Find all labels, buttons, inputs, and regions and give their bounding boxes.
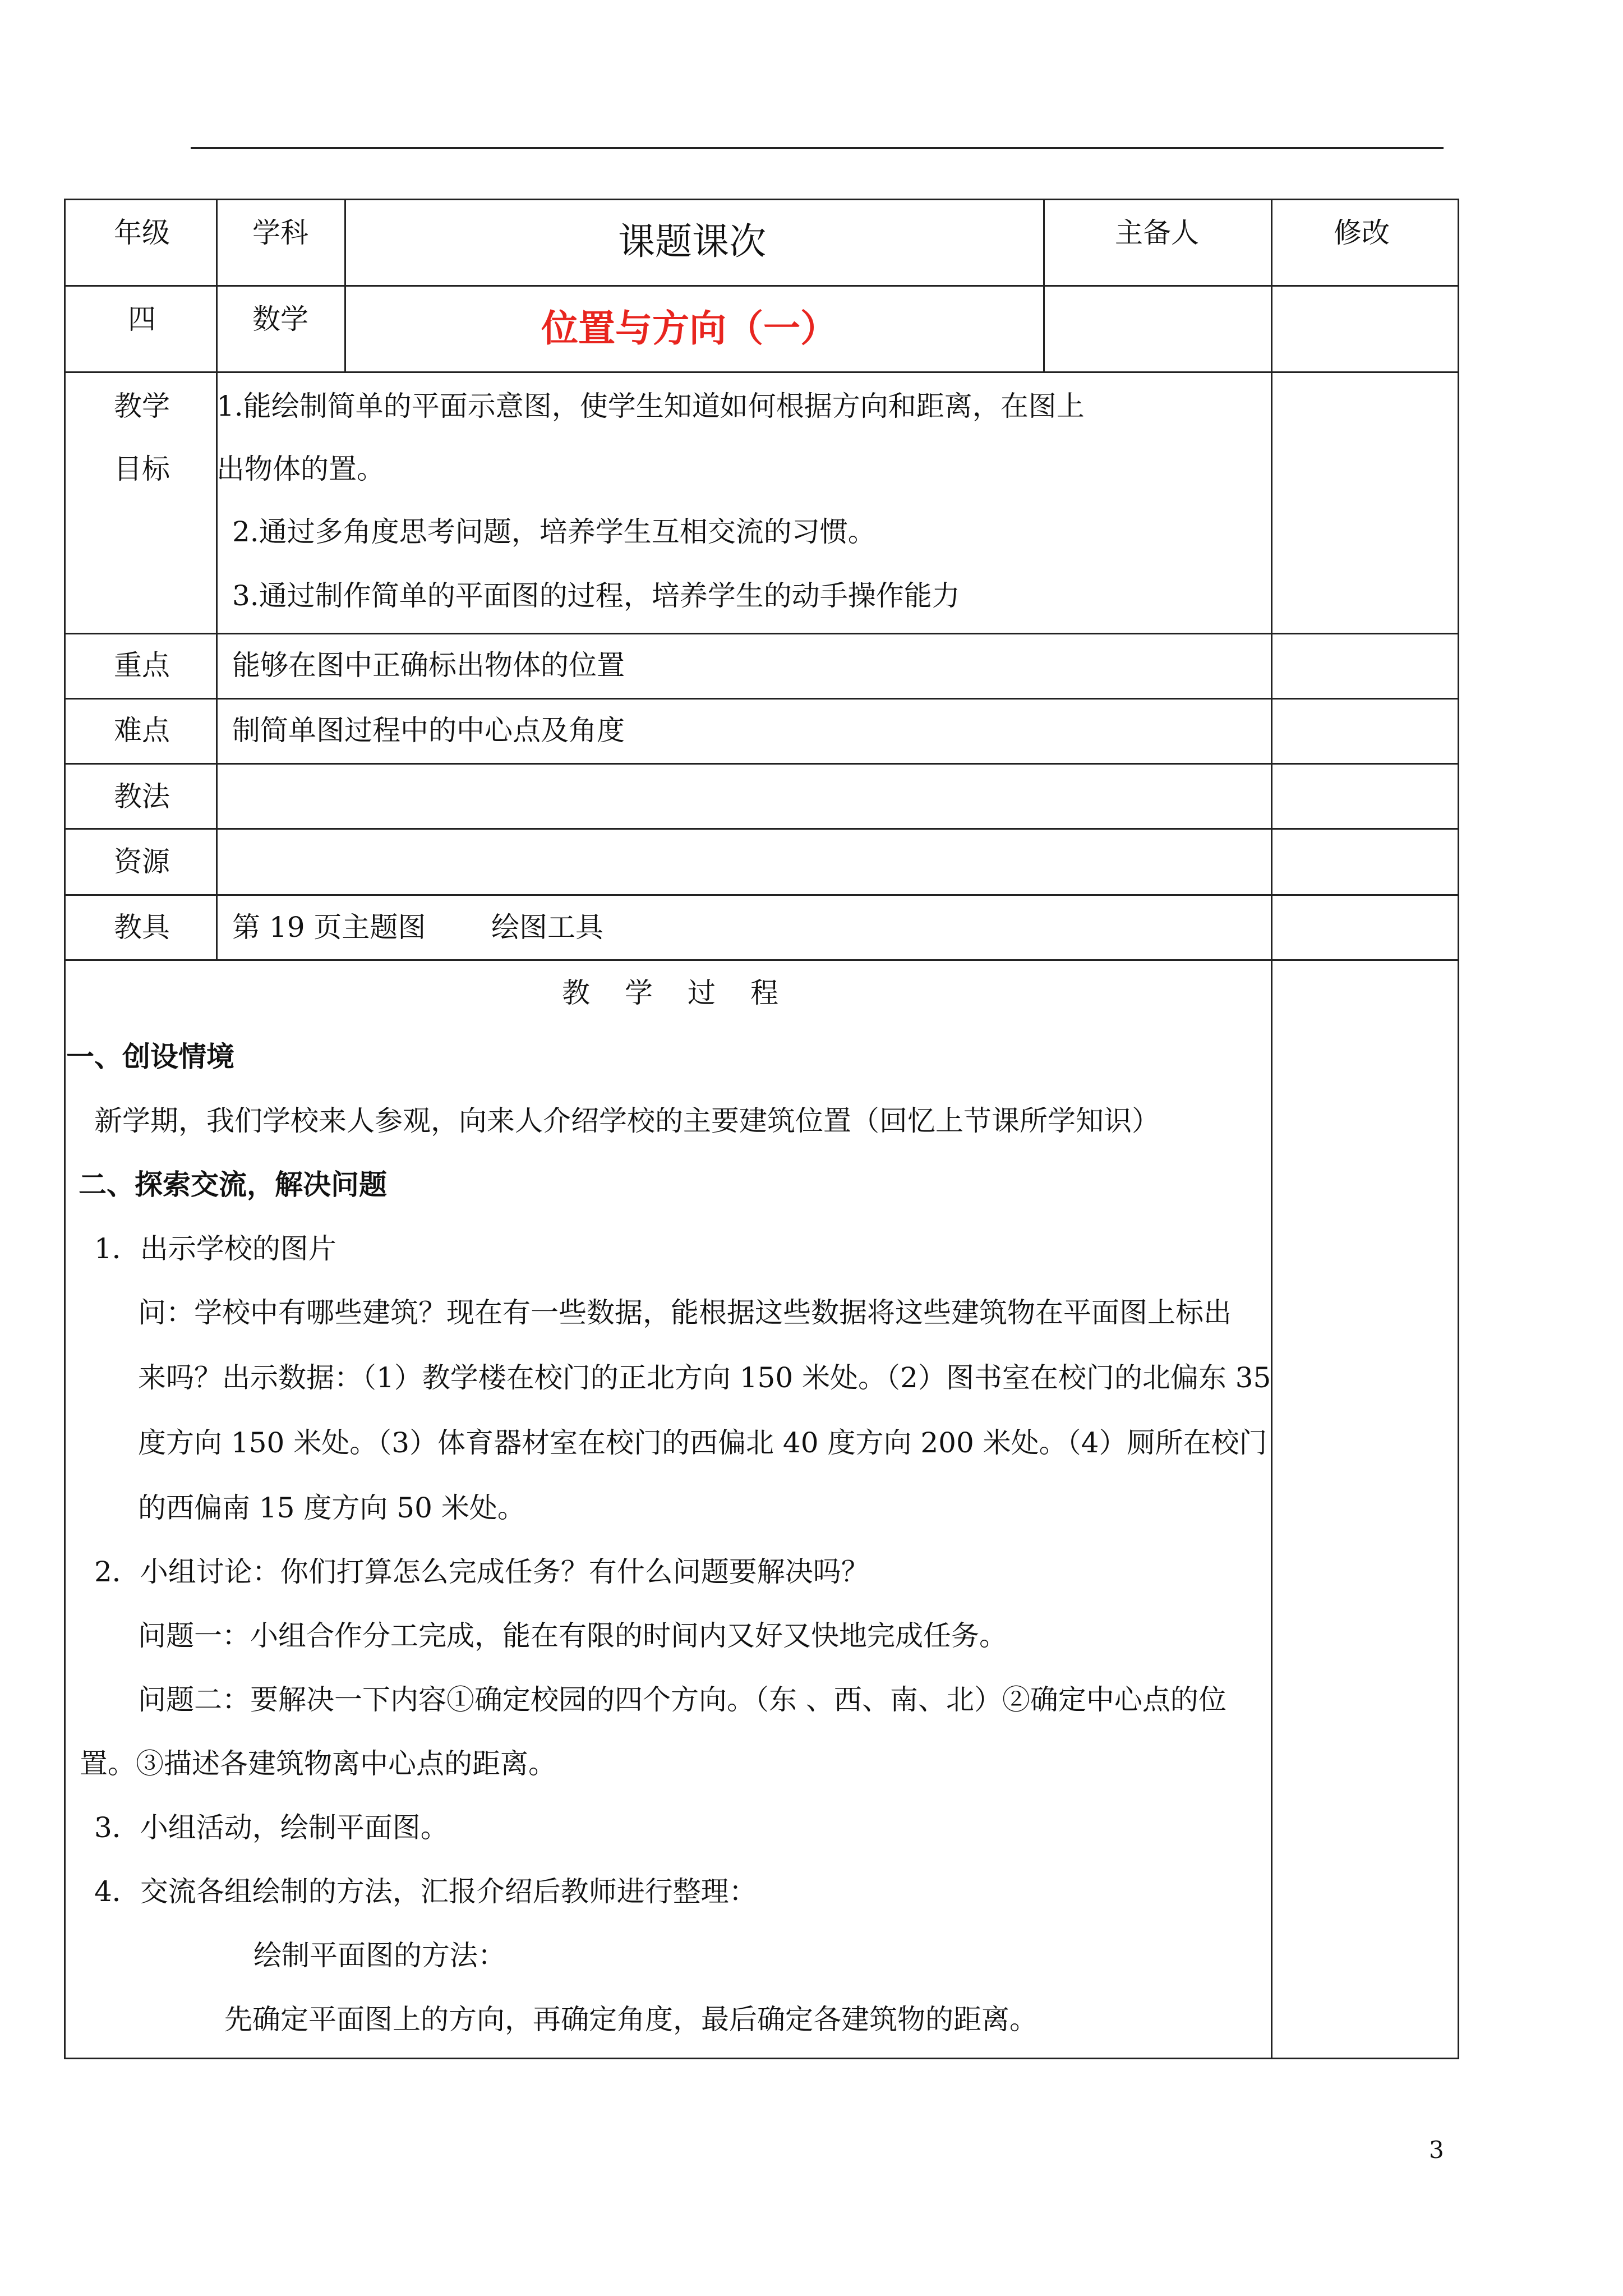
- key-point-label: 重点: [114, 649, 170, 682]
- preparer-header: 主备人: [1115, 217, 1199, 249]
- process-line: 先确定平面图上的方向，再确定角度，最后确定各建筑物的距离。: [224, 2003, 1038, 2036]
- column-divider: [344, 199, 346, 371]
- row-divider: [64, 698, 1459, 700]
- process-line: 绘制平面图的方法：: [253, 1939, 506, 1972]
- difficulty-label: 难点: [114, 714, 170, 747]
- page-number: 3: [1429, 2136, 1444, 2164]
- process-line: 问题一：小组合作分工完成，能在有限的时间内又好又快地完成任务。: [138, 1619, 1007, 1652]
- method-label: 教法: [114, 780, 170, 813]
- topic-header: 课题课次: [618, 220, 766, 263]
- process-line: 问：学校中有哪些建筑？现在有一些数据，能根据这些数据将这些建筑物在平面图上标出: [138, 1296, 1232, 1329]
- row-divider: [64, 285, 1459, 287]
- process-line: 问题二：要解决一下内容①确定校园的四个方向。（东 、西、南、北）②确定中心点的位: [138, 1683, 1227, 1716]
- objectives-label-1: 教学: [114, 390, 170, 422]
- tools-label: 教具: [114, 911, 170, 944]
- subject-header: 学科: [252, 217, 308, 249]
- row-divider: [64, 894, 1459, 896]
- process-line: 4．交流各组绘制的方法，汇报介绍后教师进行整理：: [94, 1875, 757, 1908]
- difficulty-text: 制简单图过程中的中心点及角度: [232, 714, 625, 747]
- resources-label: 资源: [114, 845, 170, 878]
- process-line: 的西偏南 15 度方向 50 米处。: [138, 1492, 525, 1524]
- section-heading: 二、探索交流，解决问题: [79, 1168, 387, 1201]
- column-divider: [1043, 199, 1045, 371]
- tools-text-a: 第 19 页主题图: [232, 911, 426, 944]
- process-line: 2．小组讨论：你们打算怎么完成任务？有什么问题要解决吗？: [94, 1556, 869, 1588]
- row-divider: [64, 371, 1459, 373]
- objective-line: 2.通过多角度思考问题，培养学生互相交流的习惯。: [232, 516, 876, 548]
- objective-line: 1.能绘制简单的平面示意图，使学生知道如何根据方向和距离，在图上: [216, 390, 1085, 422]
- tools-text-b: 绘图工具: [491, 911, 603, 944]
- grade-header: 年级: [114, 217, 170, 249]
- row-divider: [64, 633, 1459, 634]
- lesson-title: 位置与方向（一）: [541, 306, 837, 350]
- process-heading: 教学过程: [562, 977, 813, 1009]
- column-divider: [216, 199, 218, 959]
- process-line: 置。③描述各建筑物离中心点的距离。: [80, 1747, 556, 1780]
- header-rule: [191, 147, 1444, 149]
- row-divider: [64, 828, 1459, 830]
- subject-value: 数学: [252, 303, 308, 335]
- objectives-label-2: 目标: [114, 453, 170, 485]
- section-heading: 一、创设情境: [66, 1040, 234, 1073]
- key-point-text: 能够在图中正确标出物体的位置: [232, 649, 625, 682]
- column-divider: [1271, 199, 1272, 2059]
- objective-line: 3.通过制作简单的平面图的过程，培养学生的动手操作能力: [232, 579, 960, 612]
- process-line: 来吗？出示数据：（1）教学楼在校门的正北方向 150 米处。（2）图书室在校门的北偏东 35: [138, 1361, 1271, 1394]
- revision-header: 修改: [1334, 217, 1390, 249]
- process-line: 1．出示学校的图片: [94, 1232, 336, 1265]
- objective-line: 出物体的置。: [216, 453, 385, 485]
- process-line: 3．小组活动，绘制平面图。: [94, 1811, 449, 1844]
- row-divider: [64, 763, 1459, 765]
- process-line: 度方向 150 米处。（3）体育器材室在校门的西偏北 40 度方向 200 米处。（4）厕所在校门: [138, 1427, 1267, 1459]
- row-divider: [64, 959, 1459, 961]
- process-line: 新学期，我们学校来人参观，向来人介绍学校的主要建筑位置（回忆上节课所学知识）: [94, 1105, 1160, 1137]
- grade-value: 四: [128, 303, 156, 335]
